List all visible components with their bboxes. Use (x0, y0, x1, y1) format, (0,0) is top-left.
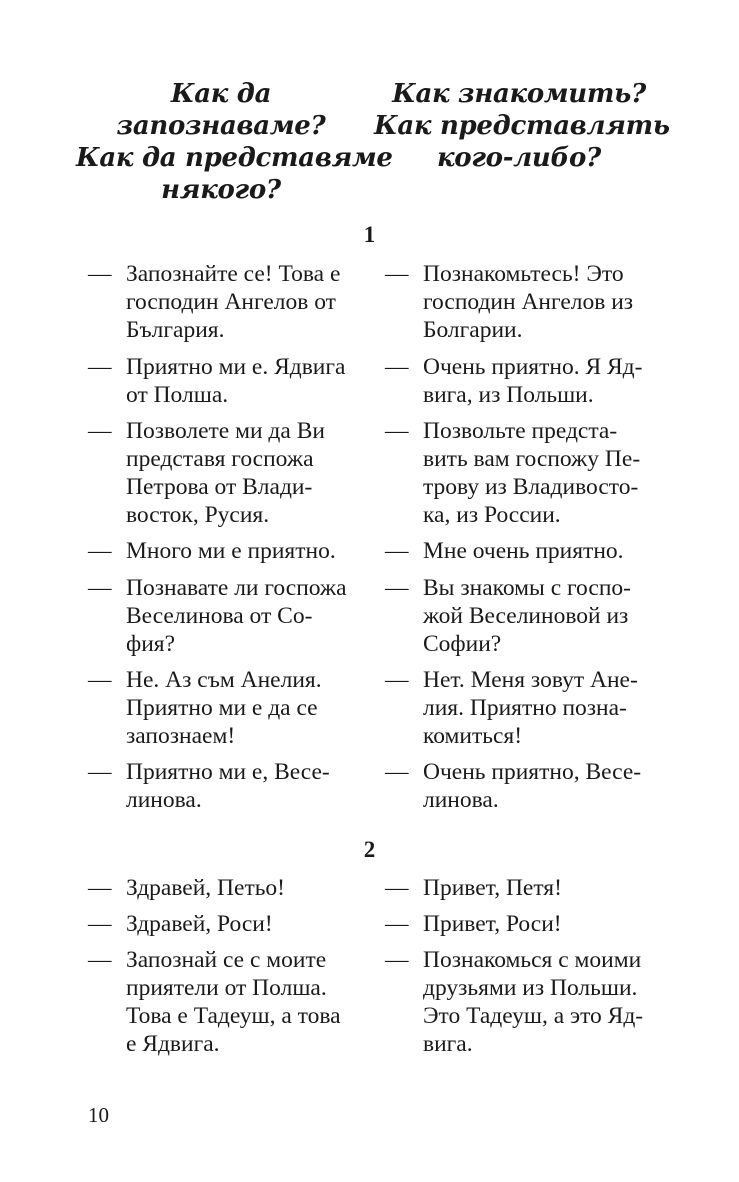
russian-dialogue (385, 260, 685, 814)
dialogue-line (385, 417, 685, 529)
dialogue-line (88, 574, 388, 658)
heading-line: кого-либо? (437, 143, 601, 173)
text-line: линова. (126, 787, 202, 813)
dialogue-line (88, 666, 388, 750)
dialogue-line (385, 574, 685, 658)
em-dash: — (385, 575, 409, 601)
text-line: Веселинова от Со- (126, 603, 313, 629)
text-line: Много ми е приятно. (126, 538, 336, 564)
text-line: фия? (126, 631, 176, 657)
text-line: друзьями из Польши. (423, 975, 638, 1001)
text-line: приятели от Полша. (126, 975, 327, 1001)
bulgarian-dialogue (88, 260, 388, 814)
em-dash: — (385, 875, 409, 901)
text-line: Здравей, Роси! (126, 911, 273, 937)
text-line: Привет, Петя! (423, 875, 562, 901)
text-line: представя госпожа (126, 446, 314, 472)
russian-column-heading (374, 78, 670, 174)
text-line: Приятно ми е, Весе- (126, 759, 330, 785)
text-line: Позволете ми да Ви (126, 418, 325, 444)
dialogue-line (88, 946, 388, 1058)
dialogue-line (385, 353, 685, 409)
text-line: Болгарии. (423, 317, 523, 343)
em-dash: — (88, 418, 112, 444)
text-line: от Полша. (126, 382, 229, 408)
heading-line: Как да представяме (76, 143, 393, 173)
russian-dialogue (385, 874, 685, 1058)
heading-line: Как да (170, 79, 272, 109)
text-line: жой Веселиновой из (423, 603, 629, 629)
text-line: Не. Аз съм Анелия. (126, 667, 322, 693)
text-line: господин Ангелов из (423, 289, 634, 315)
em-dash: — (88, 538, 112, 564)
em-dash: — (88, 911, 112, 937)
em-dash: — (88, 875, 112, 901)
text-line: България. (126, 317, 225, 343)
heading-line: Как знакомить? (392, 79, 646, 109)
text-line: е Ядвига. (126, 1031, 220, 1057)
dialogue-line (385, 946, 685, 1058)
heading-line: някого? (161, 175, 281, 205)
dialogue-line (385, 758, 685, 814)
text-line: Познавате ли госпожа (126, 575, 347, 601)
text-line: ка, из России. (423, 502, 561, 528)
em-dash: — (385, 538, 409, 564)
text-line: Това е Тадеуш, а това (126, 1003, 341, 1029)
dialogue-line (385, 666, 685, 750)
dialogue-line (88, 537, 388, 565)
em-dash: — (385, 947, 409, 973)
text-line: Запознайте се! Това е (126, 261, 341, 287)
text-line: Мне очень приятно. (423, 538, 624, 564)
bulgarian-dialogue (88, 874, 388, 1058)
bulgarian-column-heading (76, 78, 393, 206)
text-line: Это Тадеуш, а это Яд- (423, 1003, 644, 1029)
text-line: запознаем! (126, 723, 236, 749)
em-dash: — (88, 947, 112, 973)
em-dash: — (88, 759, 112, 785)
em-dash: — (385, 911, 409, 937)
text-line: вига, из Польши. (423, 382, 594, 408)
text-line: Софии? (423, 631, 502, 657)
text-line: Здравей, Петьо! (126, 875, 286, 901)
text-line: линова. (423, 787, 499, 813)
em-dash: — (88, 667, 112, 693)
text-line: трову из Владивосто- (423, 474, 639, 500)
dialogue-line (88, 874, 388, 902)
text-line: вига. (423, 1031, 473, 1057)
dialogue-line (385, 910, 685, 938)
section-number: 1 (363, 222, 376, 247)
section-number: 2 (363, 837, 376, 862)
text-line: Позвольте предста- (423, 418, 618, 444)
heading-line: Как представлять (374, 111, 670, 141)
text-line: Очень приятно. Я Яд- (423, 354, 643, 380)
text-line: Очень приятно, Весе- (423, 759, 642, 785)
text-line: лия. Приятно позна- (423, 695, 627, 721)
text-line: Петрова от Влади- (126, 474, 313, 500)
em-dash: — (385, 759, 409, 785)
dialogue-line (88, 260, 388, 344)
text-line: вить вам госпожу Пе- (423, 446, 641, 472)
text-line: восток, Русия. (126, 502, 270, 528)
dialogue-line (385, 537, 685, 565)
text-line: Вы знакомы с госпо- (423, 575, 631, 601)
em-dash: — (385, 261, 409, 287)
text-line: Приятно ми е. Ядвига (126, 354, 346, 380)
heading-line: запознаваме? (116, 111, 326, 141)
text-line: комиться! (423, 723, 523, 749)
em-dash: — (88, 575, 112, 601)
dialogue-line (88, 758, 388, 814)
dialogue-line (385, 260, 685, 344)
em-dash: — (385, 354, 409, 380)
em-dash: — (385, 667, 409, 693)
text-line: Запознай се с моите (126, 947, 327, 973)
em-dash: — (385, 418, 409, 444)
text-line: Приятно ми е да се (126, 695, 318, 721)
text-line: Познакомьтесь! Это (423, 261, 624, 287)
page-number: 10 (88, 1103, 109, 1127)
dialogue-line (88, 910, 388, 938)
em-dash: — (88, 261, 112, 287)
dialogue-line (88, 353, 388, 409)
text-line: Привет, Роси! (423, 911, 562, 937)
text-line: Нет. Меня зовут Ане- (423, 667, 638, 693)
dialogue-line (88, 417, 388, 529)
em-dash: — (88, 354, 112, 380)
dialogue-line (385, 874, 685, 902)
text-line: Познакомься с моими (423, 947, 642, 973)
text-line: господин Ангелов от (126, 289, 336, 315)
